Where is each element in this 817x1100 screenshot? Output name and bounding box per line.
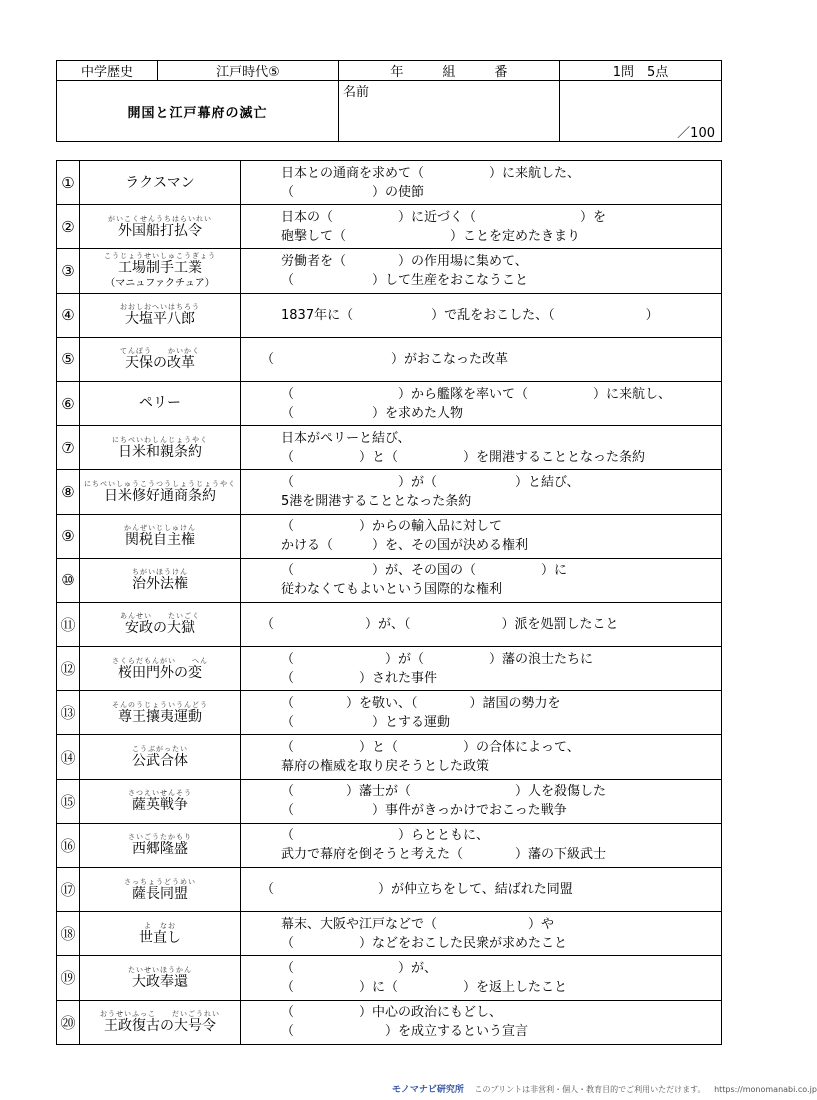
description-line: （ ）が仲立ちをして、結ばれた同盟 (261, 882, 573, 898)
question-row (57, 823, 722, 867)
question-row (57, 1000, 722, 1044)
term-label: ペリー (139, 395, 181, 412)
description-line: 労働者を（ ）の作用場に集めて、 (281, 253, 528, 269)
furigana: こうじょうせいしゅこうぎょう (104, 252, 216, 261)
description-line: （ ）から艦隊を率いて（ ）に来航し、 (281, 386, 672, 402)
term-cell (80, 691, 241, 735)
term-label: 関税自主権 (125, 532, 195, 549)
worksheet-header (56, 60, 722, 142)
question-number: ⑥ (57, 381, 80, 425)
term-label: 王政復古の大号令 (104, 1018, 216, 1035)
description-line: （ ）がおこなった改革 (261, 351, 509, 367)
question-number: ⑰ (57, 868, 80, 912)
furigana: たいせいほうかん (128, 965, 192, 974)
footer-url[interactable]: https://monomanabi.co.jp (714, 1085, 817, 1094)
question-row (57, 161, 722, 205)
fill-in-blank-description[interactable] (241, 161, 722, 205)
question-row (57, 558, 722, 602)
term-cell (80, 161, 241, 205)
description-line: かける（ ）を、その国が決める権利 (281, 538, 529, 554)
description-line: （ ）と（ ）の合体によって、 (281, 740, 580, 756)
term-label: 大政奉還 (132, 973, 188, 990)
description-line: 砲撃して（ ）ことを定めたきまり (281, 228, 581, 244)
fill-in-blank-description[interactable] (241, 779, 722, 823)
description-line: 5港を開港することとなった条約 (281, 493, 472, 509)
term-label: 薩長同盟 (132, 885, 188, 902)
question-number: ⑱ (57, 912, 80, 956)
furigana: よ なお (144, 921, 176, 930)
fill-in-blank-description[interactable] (241, 602, 722, 646)
term-cell (80, 558, 241, 602)
furigana: さつえいせんそう (128, 789, 192, 798)
description-line: （ ）らとともに、 (281, 828, 490, 844)
question-table (56, 160, 722, 1045)
description-line: （ ）が（ ）と結び、 (281, 474, 580, 490)
term-label: 安政の大獄 (125, 620, 195, 637)
description-line: （ ）された事件 (281, 670, 438, 686)
question-row (57, 205, 722, 249)
question-number: ② (57, 205, 80, 249)
term-label: 西郷隆盛 (132, 841, 188, 858)
furigana: さっちょうどうめい (124, 877, 196, 886)
term-cell (80, 249, 241, 293)
question-row (57, 426, 722, 470)
question-number: ⑤ (57, 337, 80, 381)
fill-in-blank-description[interactable] (241, 1000, 722, 1044)
term-cell (80, 823, 241, 867)
description-line: （ ）の使節 (281, 184, 425, 200)
term-label: 日米和親条約 (118, 443, 202, 460)
page-title: 開国と江戸幕府の滅亡 (57, 81, 339, 142)
fill-in-blank-description[interactable] (241, 293, 722, 337)
question-row (57, 514, 722, 558)
question-row (57, 912, 722, 956)
term-cell (80, 956, 241, 1000)
question-number: ⑲ (57, 956, 80, 1000)
fill-in-blank-description[interactable] (241, 912, 722, 956)
question-number: ⑨ (57, 514, 80, 558)
furigana: にちべいしゅうこうつうしょうじょうやく (84, 479, 236, 488)
term-label: 公武合体 (132, 752, 188, 769)
furigana: てんぽう かいかく (120, 347, 200, 356)
fill-in-blank-description[interactable] (241, 735, 722, 779)
question-row (57, 647, 722, 691)
question-number: ④ (57, 293, 80, 337)
term-cell (80, 868, 241, 912)
class-number-field[interactable]: 年 組 番 (339, 61, 560, 81)
description-line: （ ）が（ ）藩の浪士たちに (281, 651, 594, 667)
furigana: かんぜいじしゅけん (124, 524, 196, 533)
description-line: （ ）に（ ）を返上したこと (281, 979, 568, 995)
question-row (57, 691, 722, 735)
term-label: 桜田門外の変 (118, 664, 202, 681)
fill-in-blank-description[interactable] (241, 470, 722, 514)
fill-in-blank-description[interactable] (241, 647, 722, 691)
name-field[interactable]: 名前 (339, 81, 560, 142)
question-row (57, 470, 722, 514)
fill-in-blank-description[interactable] (241, 956, 722, 1000)
question-row (57, 956, 722, 1000)
fill-in-blank-description[interactable] (241, 558, 722, 602)
term-cell (80, 426, 241, 470)
description-line: （ ）事件がきっかけでおこった戦争 (281, 803, 567, 819)
term-label: 治外法権 (132, 576, 188, 593)
description-line: （ ）が、（ ）派を処罰したこと (261, 616, 619, 632)
footer-note: このプリントは非営利・個人・教育目的でご利用いただけます。 (474, 1085, 706, 1094)
term-label: 工場制手工業 (118, 260, 202, 277)
footer (392, 1082, 817, 1095)
fill-in-blank-description[interactable] (241, 691, 722, 735)
term-cell (80, 779, 241, 823)
description-line: （ ）からの輸入品に対して (281, 519, 503, 535)
term-cell (80, 647, 241, 691)
question-number: ⑮ (57, 779, 80, 823)
description-line: （ ）とする運動 (281, 714, 451, 730)
term-cell (80, 602, 241, 646)
description-line: （ ）を成立するという宣言 (281, 1024, 529, 1040)
question-number: ③ (57, 249, 80, 293)
score-info: 1問 5点 (560, 61, 722, 81)
question-row (57, 735, 722, 779)
description-line: 武力で幕府を倒そうと考えた（ ）藩の下級武士 (281, 847, 607, 863)
description-line: 日本がペリーと結び、 (281, 430, 411, 446)
question-number: ⑪ (57, 602, 80, 646)
question-row (57, 779, 722, 823)
fill-in-blank-description[interactable] (241, 337, 722, 381)
question-number: ⑯ (57, 823, 80, 867)
fill-in-blank-description[interactable] (241, 514, 722, 558)
term-label: 世直し (139, 929, 181, 946)
question-number: ① (57, 161, 80, 205)
question-row (57, 337, 722, 381)
description-line: （ ）が、 (281, 960, 438, 976)
furigana: あんせい たいごく (120, 612, 200, 621)
term-cell (80, 470, 241, 514)
description-line: 1837年に（ ）で乱をおこした、（ ） (281, 307, 659, 323)
term-cell (80, 514, 241, 558)
term-cell (80, 293, 241, 337)
term-label: 天保の改革 (125, 355, 195, 372)
term-label: ラクスマン (125, 174, 195, 191)
description-line: （ ）などをおこした民衆が求めたこと (281, 935, 568, 951)
question-row (57, 293, 722, 337)
fill-in-blank-description[interactable] (241, 426, 722, 470)
furigana: そんのうじょういうんどう (112, 700, 208, 709)
term-label: 薩英戦争 (132, 797, 188, 814)
question-number: ⑳ (57, 1000, 80, 1044)
question-row (57, 381, 722, 425)
furigana: ちがいほうけん (132, 568, 188, 577)
term-cell (80, 912, 241, 956)
furigana: おおしおへいはちろう (120, 303, 200, 312)
fill-in-blank-description[interactable] (241, 249, 722, 293)
fill-in-blank-description[interactable] (241, 205, 722, 249)
question-row (57, 868, 722, 912)
term-label: 大塩平八郎 (125, 311, 195, 328)
question-number: ⑧ (57, 470, 80, 514)
term-cell (80, 1000, 241, 1044)
question-row (57, 249, 722, 293)
furigana: おうせいふっこ だいごうれい (100, 1010, 220, 1019)
furigana: がいこくせんうちはらいれい (108, 214, 212, 223)
term-cell (80, 205, 241, 249)
fill-in-blank-description[interactable] (241, 381, 722, 425)
question-row (57, 602, 722, 646)
fill-in-blank-description[interactable] (241, 868, 722, 912)
description-line: （ ）して生産をおこなうこと (281, 272, 529, 288)
description-line: （ ）を求めた人物 (281, 405, 464, 421)
description-line: 従わなくてもよいという国際的な権利 (281, 582, 503, 598)
description-line: （ ）と（ ）を開港することとなった条約 (281, 449, 646, 465)
furigana: さいごうたかもり (128, 833, 192, 842)
description-line: （ ）を敬い、（ ）諸国の勢力を (281, 695, 561, 711)
description-line: （ ）中心の政治にもどし、 (281, 1005, 503, 1021)
question-number: ⑦ (57, 426, 80, 470)
term-label: 外国船打払令 (118, 222, 202, 239)
description-line: （ ）が、その国の（ ）に (281, 563, 568, 579)
question-number: ⑩ (57, 558, 80, 602)
total-score-field[interactable]: ／100 (560, 81, 722, 142)
term-cell (80, 337, 241, 381)
brand-logo: モノマナビ研究所 (392, 1085, 464, 1095)
description-line: 日本との通商を求めて（ ）に来航した、 (281, 165, 581, 181)
term-cell (80, 381, 241, 425)
question-number: ⑫ (57, 647, 80, 691)
term-cell (80, 735, 241, 779)
description-line: 日本の（ ）に近づく（ ）を (281, 209, 607, 225)
question-number: ⑬ (57, 691, 80, 735)
fill-in-blank-description[interactable] (241, 823, 722, 867)
furigana: こうぶがったい (132, 744, 188, 753)
furigana: にちべいわしんじょうやく (112, 435, 208, 444)
description-line: 幕末、大阪や江戸などで（ ）や (281, 916, 555, 932)
term-subtitle: （マニュファクチュア） (105, 278, 215, 290)
question-number: ⑭ (57, 735, 80, 779)
subject-label: 中学歴史 (57, 61, 158, 81)
furigana: さくらだもんがい へん (112, 656, 208, 665)
description-line: （ ）藩士が（ ）人を殺傷した (281, 784, 607, 800)
term-label: 尊王攘夷運動 (118, 708, 202, 725)
description-line: 幕府の権威を取り戻そうとした政策 (281, 759, 490, 775)
topic-label: 江戸時代⑤ (158, 61, 339, 81)
term-label: 日米修好通商条約 (104, 487, 216, 504)
